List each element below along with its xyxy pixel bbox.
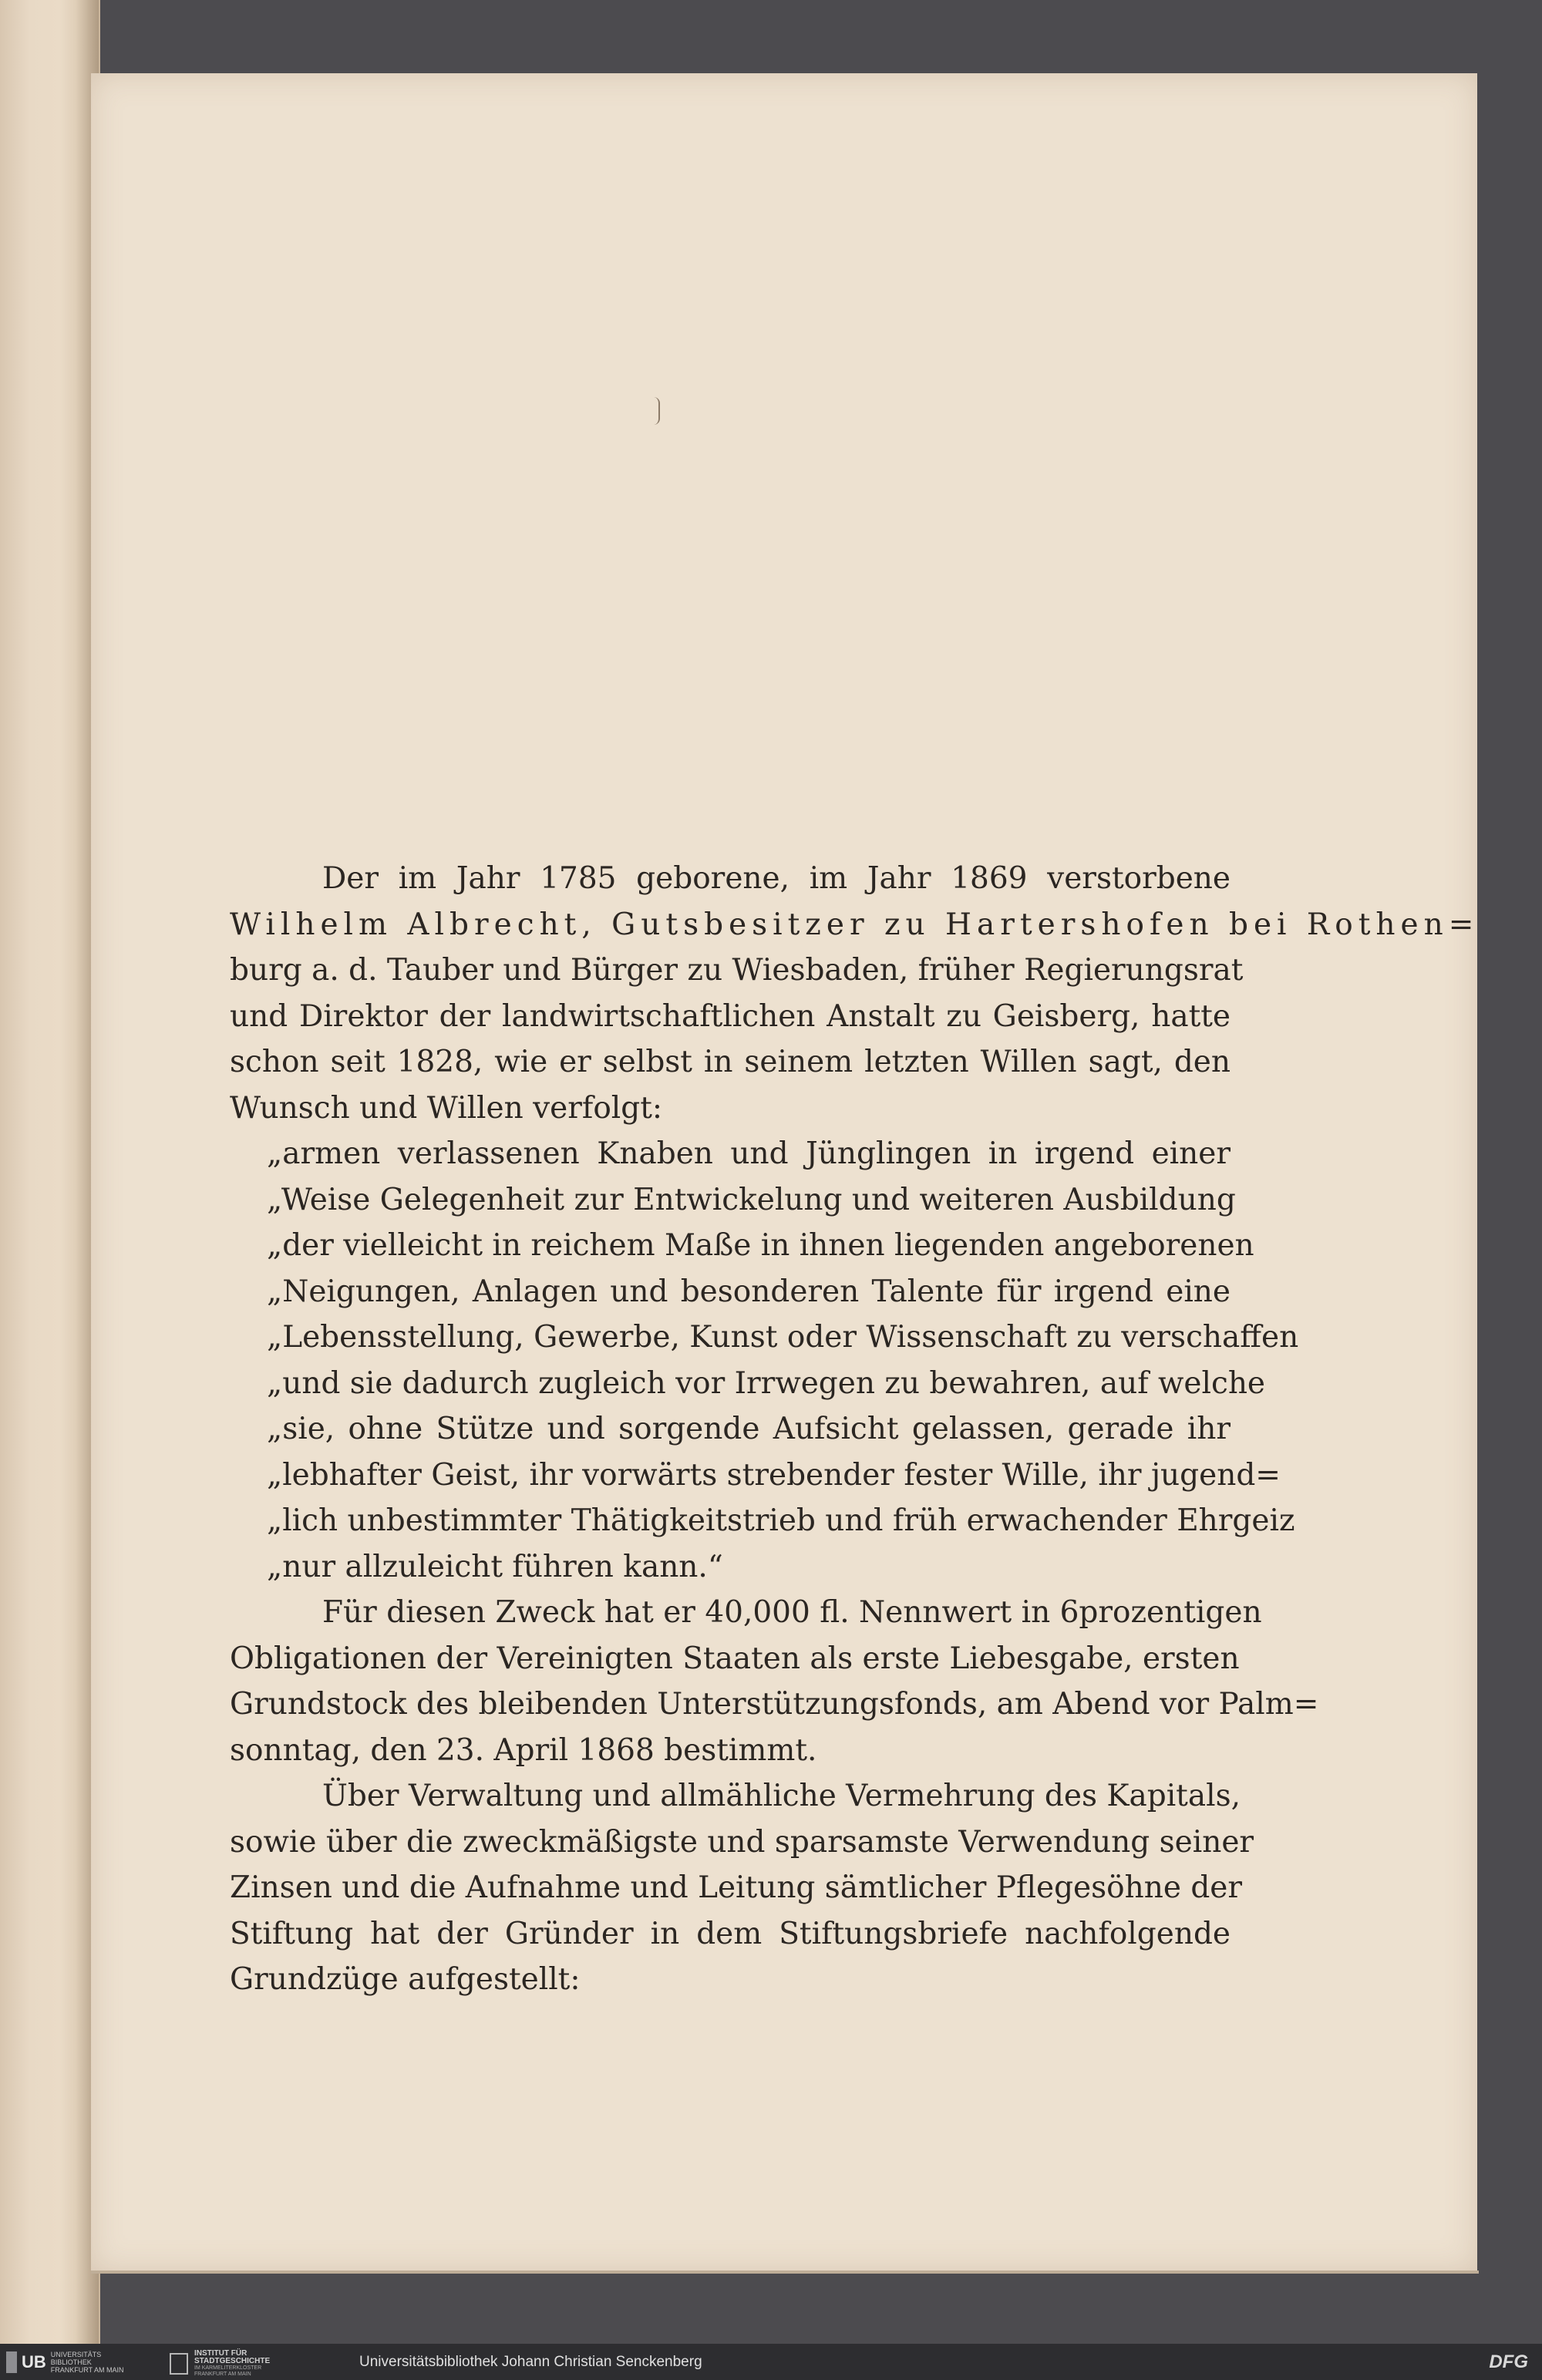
institute-logo-line: FRANKFURT AM MAIN <box>194 2372 251 2377</box>
quote-line: „Neigungen, Anlagen und besonderen Talente für irgend eine <box>267 1274 1231 1309</box>
text-line: Stiftung hat der Gründer in dem Stiftungsbriefe nachfolgende <box>230 1916 1231 1951</box>
text-line: schon seit 1828, wie er selbst in seinem letzten Willen sagt, den <box>230 1045 1231 1079</box>
institute-logo-line: STADTGESCHICHTE <box>194 2357 271 2365</box>
text-line: Obligationen der Vereinigten Staaten als erste Liebesgabe, ersten <box>230 1641 1240 1676</box>
ub-logo-mark-icon <box>6 2351 17 2373</box>
quote-line: „nur allzuleicht führen kann.“ <box>267 1549 723 1584</box>
body-text <box>230 856 1480 2003</box>
quote-line: „sie, ohne Stütze und sorgende Aufsicht gelassen, gerade ihr <box>267 1412 1231 1446</box>
ub-logo[interactable] <box>6 2351 123 2374</box>
text-line: Grundstock des bleibenden Unterstützungsfonds, am Abend vor Palm= <box>230 1687 1319 1722</box>
quote-line: „lebhafter Geist, ihr vorwärts strebender fester Wille, ihr jugend= <box>267 1457 1281 1493</box>
quote-line: „der vielleicht in reichem Maße in ihnen liegenden angeborenen <box>267 1228 1254 1263</box>
ub-logo-subtext <box>51 2351 124 2374</box>
institute-logo-icon <box>170 2353 188 2375</box>
text-line: Der im Jahr 1785 geborene, im Jahr 1869 verstorbene <box>322 861 1231 896</box>
ub-logo-line: BIBLIOTHEK <box>50 2358 92 2366</box>
institute-logo-text <box>194 2350 270 2378</box>
text-line: Für diesen Zweck hat er 40,000 fl. Nennwert in 6prozentigen <box>322 1595 1262 1630</box>
quote-line: „Weise Gelegenheit zur Entwickelung und weiteren Ausbildung <box>267 1182 1236 1217</box>
stray-mark <box>654 397 660 425</box>
quote-line: „lich unbestimmter Thätigkeitstrieb und früh erwachender Ehrgeiz <box>267 1503 1295 1538</box>
quote-line: „und sie dadurch zugleich vor Irrwegen zu bewahren, auf welche <box>267 1365 1266 1401</box>
quote-line: „armen verlassenen Knaben und Jünglingen in irgend einer <box>267 1136 1231 1171</box>
text-line: burg a. d. Tauber und Bürger zu Wiesbaden, früher Regierungsrat <box>230 953 1244 988</box>
text-line: Wunsch und Willen verfolgt: <box>230 1090 663 1126</box>
text-line: sonntag, den 23. April 1868 bestimmt. <box>230 1732 817 1768</box>
page-bottom-edge <box>91 2271 1479 2274</box>
ub-logo-label: UB <box>22 2352 46 2372</box>
library-name: Universitätsbibliothek Johann Christian Senckenberg <box>359 2354 702 2370</box>
ub-logo-line: UNIVERSITÄTS <box>50 2351 102 2358</box>
text-line: Zinsen und die Aufnahme und Leitung sämtlicher Pflegesöhne der <box>230 1870 1243 1905</box>
quote-line: „Lebensstellung, Gewerbe, Kunst oder Wissenschaft zu verschaffen <box>267 1320 1299 1355</box>
text-line: und Direktor der landwirtschaftlichen Anstalt zu Geisberg, hatte <box>230 998 1231 1034</box>
text-line: sowie über die zweckmäßigste und sparsamste Verwendung seiner <box>230 1824 1254 1860</box>
dfg-logo[interactable]: DFG <box>1489 2351 1528 2372</box>
institute-logo-line: IM KARMELITERKLOSTER <box>194 2365 262 2371</box>
ub-logo-line: FRANKFURT AM MAIN <box>50 2366 124 2374</box>
institute-logo[interactable] <box>170 2350 270 2378</box>
text-line: Grundzüge aufgestellt: <box>230 1962 581 1997</box>
institute-logo-line: INSTITUT FÜR <box>194 2349 247 2358</box>
text-line: Über Verwaltung und allmähliche Vermehrung des Kapitals, <box>322 1779 1241 1813</box>
text-line: Wilhelm Albrecht, Gutsbesitzer zu Hartershofen bei Rothen= <box>230 907 1480 942</box>
footer-bar <box>0 2344 1542 2380</box>
